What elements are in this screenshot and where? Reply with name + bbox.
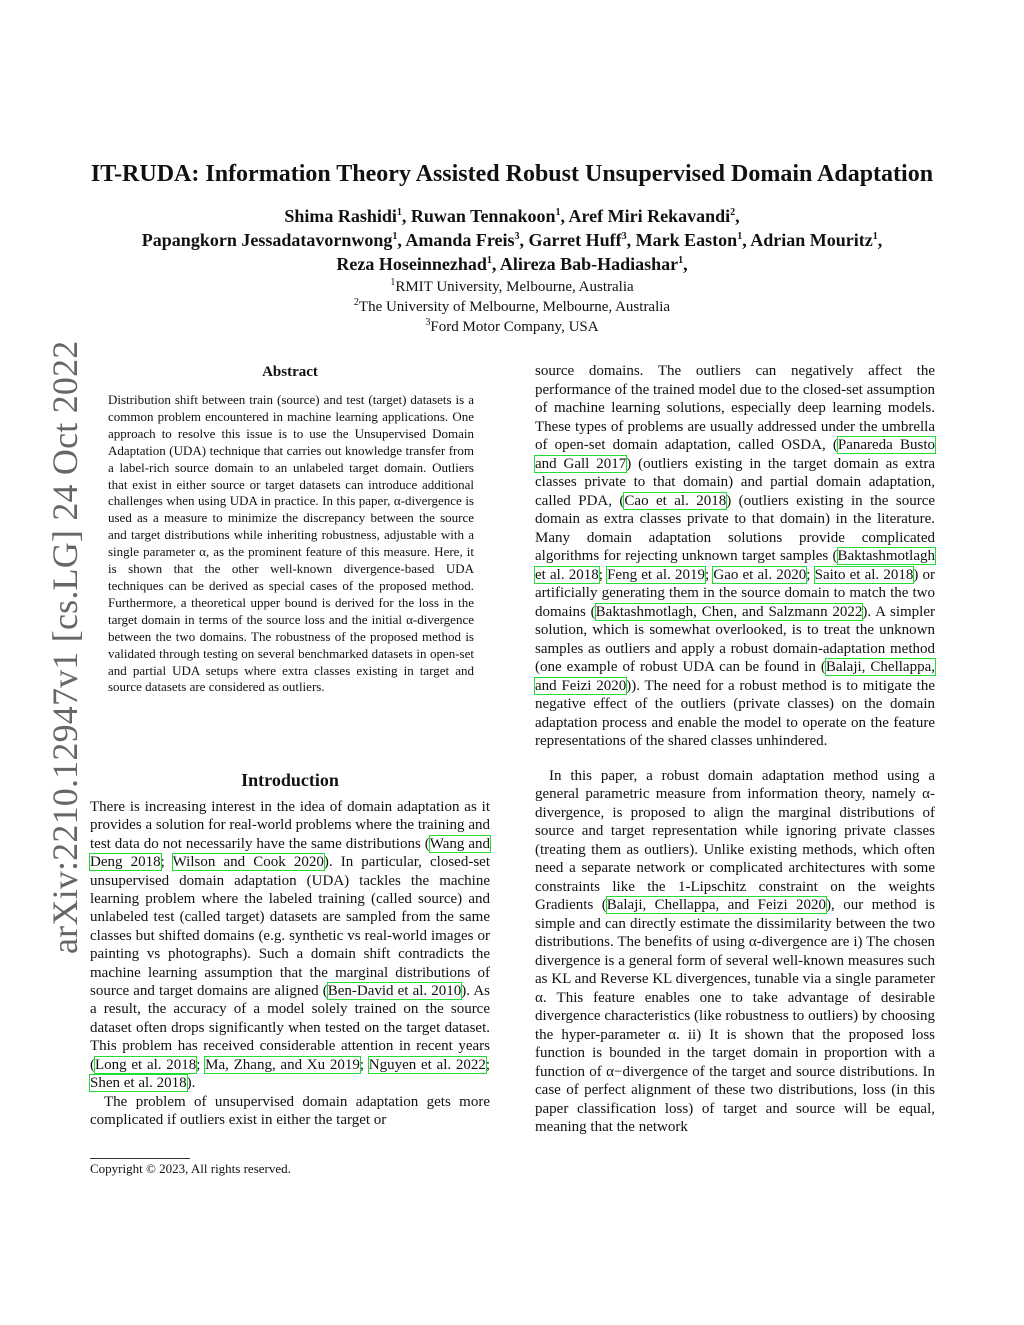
citation-link[interactable]: Ben-David et al. 2010 (327, 983, 462, 1000)
intro-paragraph-2: The problem of unsupervised domain adaptation gets more complicated if outliers exist in either the target or (90, 1093, 490, 1128)
author-list: Shima Rashidi$^1$, Ruwan Tennakoon$^1$, Aref Miri Rekavandi$^2$, Papangkorn Jessadatavornwong$^1$, Amanda Freis$^3$, Garret Huff$^3$, Mark Easton$^1$, Adrian Mouritz$^1$, Reza Hoseinnezhad$^1$, Alireza Bab-Hadiashar$^1$, (141, 206, 883, 274)
citation-link[interactable]: Cao et al. 2018 (624, 492, 727, 509)
abstract-heading: Abstract (262, 364, 318, 380)
introduction-heading: Introduction (241, 770, 339, 790)
footnote-rule (90, 1158, 190, 1159)
affiliation-list (60, 277, 964, 337)
citation-link[interactable]: Gao et al. 2020 (713, 566, 807, 583)
affiliation-3: $^3$Ford Motor Company, USA (425, 317, 599, 335)
author-name: Adrian Mouritz (750, 230, 873, 250)
citation-link[interactable]: Baktashmotlagh et al. 2018 (535, 548, 935, 583)
affiliation-2: $^2$The University of Melbourne, Melbourne, Australia (353, 297, 671, 315)
intro-paragraph-1: There is increasing interest in the idea of domain adaptation as it provides a solution for real-world problems where the training and test data do not necessarily have the same distributions (Wang and Deng 2018; Wilson and Cook 2020). In particular, closed-set unsupervised domain adaptation (UDA) tackles the machine learning problem where the labeled training (called source) and unlabeled test (called target) datasets are sampled from the same classes but shifted domains (e.g. synthetic vs real-world images or painting vs photographs). Such a domain shift contradicts the machine learning assumption that the marginal distributions of source and target domains are aligned (Ben-David et al. 2010). As a result, the accuracy of a model solely trained on the source dataset often drops significantly when tested on the target dataset. This problem has received considerable attention in recent years (Long et al. 2018; Ma, Zhang, and Xu 2019; Nguyen et al. 2022; Shen et al. 2018). (90, 799, 491, 1092)
author-name: Shima Rashidi (284, 206, 397, 226)
abstract-text: Distribution shift between train (source) and test (target) datasets is a common problem encountered in machine learning applications. One approach to resolve this issue is to use the Unsupervised Domain Adaptation (UDA) technique that carries out knowledge transfer from a label-rich source domain to an unlabeled target domain. Outliers that exist in either source or target datasets can introduce additional challenges when using UDA in practice. In this paper, α-divergence is used as a measure to minimize the discrepancy between the source and target distributions while inheriting robustness, adjustable with a single parameter α, as the prominent feature of this measure. Here, it is shown that the other well-known divergence-based UDA techniques can be derived as special cases of the proposed method. Furthermore, a theoretical upper bound is derived for the loss in the target domain in terms of the source loss and the initial α-divergence between the two domains. The robustness of the proposed method is validated through testing on several benchmarked datasets in open-set and partial UDA setups where extra classes existing in target and source datasets are considered as outliers. (108, 392, 474, 695)
citation-link[interactable]: Wang and Deng 2018 (90, 835, 490, 871)
arxiv-identifier: arXiv:2210.12947v1 [cs.LG] 24 Oct 2022 (45, 340, 85, 954)
author-name: Reza Hoseinnezhad (336, 254, 487, 274)
citation-link[interactable]: Long et al. 2018 (95, 1056, 197, 1073)
citation-link[interactable]: Feng et al. 2019 (607, 566, 706, 583)
paper-title: IT-RUDA: Information Theory Assisted Robust Unsupervised Domain Adaptation (90, 161, 934, 187)
copyright-notice: Copyright © 2023, All rights reserved. (90, 1161, 291, 1176)
body-paragraph-1: source domains. The outliers can negatively affect the performance of the trained model due to the closed-set assumption of machine learning solutions, especially deep learning models. These types of problems are usually addressed under the umbrella of open-set domain adaptation, called OSDA, (Panareda Busto and Gall 2017) (outliers existing in the target domain as extra classes private to that domain) and partial domain adaptation, called PDA, (Cao et al. 2018) (outliers existing in the source domain as extra classes private to that domain) in the literature. Many domain adaptation solutions provide complicated algorithms for rejecting unknown target samples (Baktashmotlagh et al. 2018; Feng et al. 2019; Gao et al. 2020; Saito et al. 2018) or artificially generating them in the source domain to match the two domains (Baktashmotlagh, Chen, and Salzmann 2022). A simpler solution, which is somewhat overlooked, is to treat the unknown samples as outliers and apply a robust domain-adaptation method (one example of robust UDA can be found in (Balaji, Chellappa, and Feizi 2020)). The need for a robust method is to mitigate the negative effect of the outliers (private classes) on the domain adaptation process and enable the model to operate on the feature representations of the shared classes unhindered. (535, 363, 936, 749)
author-name: Aref Miri Rekavandi (568, 206, 731, 226)
citation-link[interactable]: Balaji, Chellappa, and Feizi 2020 (535, 659, 935, 694)
body-paragraph-2: In this paper, a robust domain adaptation method using a general parametric measure from information theory, namely α-divergence, is proposed to align the marginal distributions of source and target representation while ignoring private classes (treating them as outliers). Unlike existing methods, which often need a separate network or complicated architectures with some constraints like the 1-Lipschitz constraint on the weights Gradients (Balaji, Chellappa, and Feizi 2020), our method is simple and can directly estimate the dissimilarity between the two distributions. The benefits of using α-divergence are i) The chosen divergence is a general form of several well-known measures such as KL and Reverse KL divergences, tunable via a single parameter α. This feature enables one to take advantage of desirable divergence characteristics (like robustness to outliers) by choosing the hyper-parameter α. ii) It is shown that the proposed loss function is bounded in the target domain in proportion with a function of α−divergence of the target and source distributions. In case of perfect alignment of these two distributions, loss (in this paper classification loss) of target and source will be equal, meaning that the network (535, 767, 935, 1135)
citation-link[interactable]: Wilson and Cook 2020 (172, 854, 324, 871)
citation-link[interactable]: Shen et al. 2018 (90, 1075, 187, 1092)
citation-link[interactable]: Panareda Busto and Gall 2017 (535, 437, 935, 472)
author-name: Papangkorn Jessadatavornwong (141, 230, 393, 250)
citation-link[interactable]: Saito et al. 2018 (814, 566, 914, 583)
citation-link[interactable]: Nguyen et al. 2022 (368, 1056, 486, 1073)
citation-link[interactable]: Baktashmotlagh, Chen, and Salzmann 2022 (595, 603, 863, 620)
arxiv-sidebar (38, 340, 85, 958)
affiliation-1: $^1$RMIT University, Melbourne, Australia (390, 277, 634, 295)
author-name: Amanda Freis (405, 230, 515, 250)
author-name: Alireza Bab-Hadiashar (499, 254, 679, 274)
left-column-body (90, 798, 490, 1129)
author-name: Garret Huff (528, 230, 622, 250)
author-name: Mark Easton (635, 230, 738, 250)
citation-link[interactable]: Balaji, Chellappa, and Feizi 2020 (606, 897, 827, 913)
right-column-body (535, 362, 935, 1137)
citation-link[interactable]: Ma, Zhang, and Xu 2019 (205, 1056, 360, 1073)
author-name: Ruwan Tennakoon (410, 206, 556, 226)
